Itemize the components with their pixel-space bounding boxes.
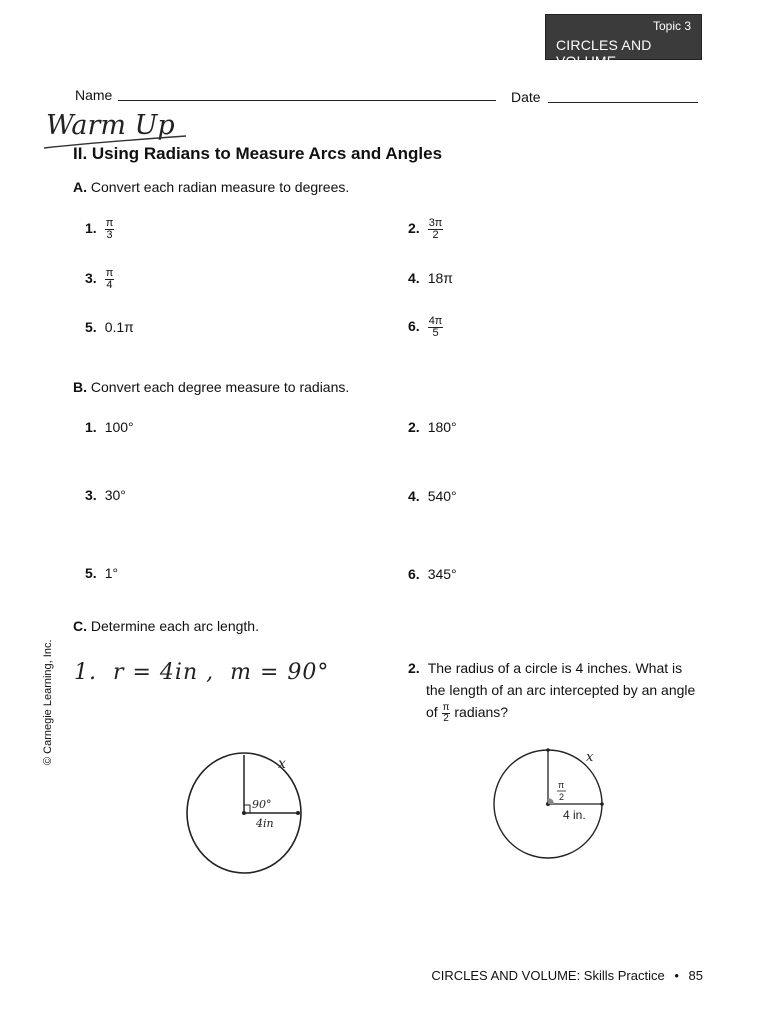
part-a-item-3: 3. $\frac{\pi}{4}$ xyxy=(85,267,114,291)
handwritten-title: Warm Up xyxy=(46,110,175,141)
date-label: Date xyxy=(511,89,541,105)
topic-badge xyxy=(545,14,702,69)
footer-text: CIRCLES AND VOLUME: Skills Practice xyxy=(431,968,665,983)
part-b-item-5: 5. 1° xyxy=(85,565,119,581)
page-number: 85 xyxy=(688,968,703,983)
footer-bullet: • xyxy=(674,968,679,983)
part-b-item-3: 3. 30° xyxy=(85,487,126,503)
fig2-radius-label: 4 in. xyxy=(563,808,586,822)
section-title: II. Using Radians to Measure Arcs and Angles xyxy=(73,144,443,163)
part-b-text: Convert each degree measure to radians. xyxy=(90,379,350,395)
part-b-prompt xyxy=(73,379,349,395)
part-b-item-4: 4. 540° xyxy=(408,488,457,504)
part-a-item-2: 2. $\frac{3\pi}{2}$ xyxy=(408,217,443,241)
part-b-item-1: 1. 100° xyxy=(85,419,134,435)
part-a-item-6: 6. $\frac{4\pi}{5}$ xyxy=(408,315,443,339)
circle-figure-1 xyxy=(180,745,320,880)
circle-figure-2 xyxy=(485,740,625,870)
part-c-item-2: 2. The radius of a circle is 4 inches. What is the length of an arc intercepted by an angle of $\frac{\pi}{2}$ radians? xyxy=(408,660,696,724)
part-a-item-5: 5. 0.1π xyxy=(85,319,134,335)
page-footer xyxy=(431,968,703,983)
part-a-prompt xyxy=(73,179,349,195)
part-c-text: Determine each arc length. xyxy=(90,618,259,634)
part-a-item-4: 4. 18π xyxy=(408,270,453,286)
part-a-item-1: 1. $\frac{\pi}{3}$ xyxy=(85,217,114,241)
copyright-sidebar: © Carnegie Learning, Inc. xyxy=(42,639,54,765)
fig1-angle-label: 90° xyxy=(252,798,272,811)
fig2-angle-numer: π xyxy=(558,780,565,790)
topic-label: Topic 3 xyxy=(652,19,691,33)
part-a-text: Convert each radian measure to degrees. xyxy=(90,179,350,195)
date-field[interactable] xyxy=(548,102,698,103)
name-field[interactable] xyxy=(118,100,496,101)
topic-title: CIRCLES AND VOLUME xyxy=(556,37,652,69)
part-b-item-6: 6. 345° xyxy=(408,566,457,582)
fig1-arc-label: x xyxy=(278,756,286,772)
name-label: Name xyxy=(75,87,113,103)
part-a-letter: A. xyxy=(73,179,87,195)
fig2-angle-denom: 2 xyxy=(559,792,565,802)
part-b-letter: B. xyxy=(73,379,87,395)
fig1-radius-label: 4in xyxy=(256,817,274,830)
fig2-arc-label: x xyxy=(586,750,594,765)
part-c-letter: C. xyxy=(73,618,87,634)
part-c-prompt xyxy=(73,618,259,634)
part-b-item-2: 2. 180° xyxy=(408,419,457,435)
part-c-item-1-handwritten: 1. r = 4in , m = 90° xyxy=(74,660,330,685)
